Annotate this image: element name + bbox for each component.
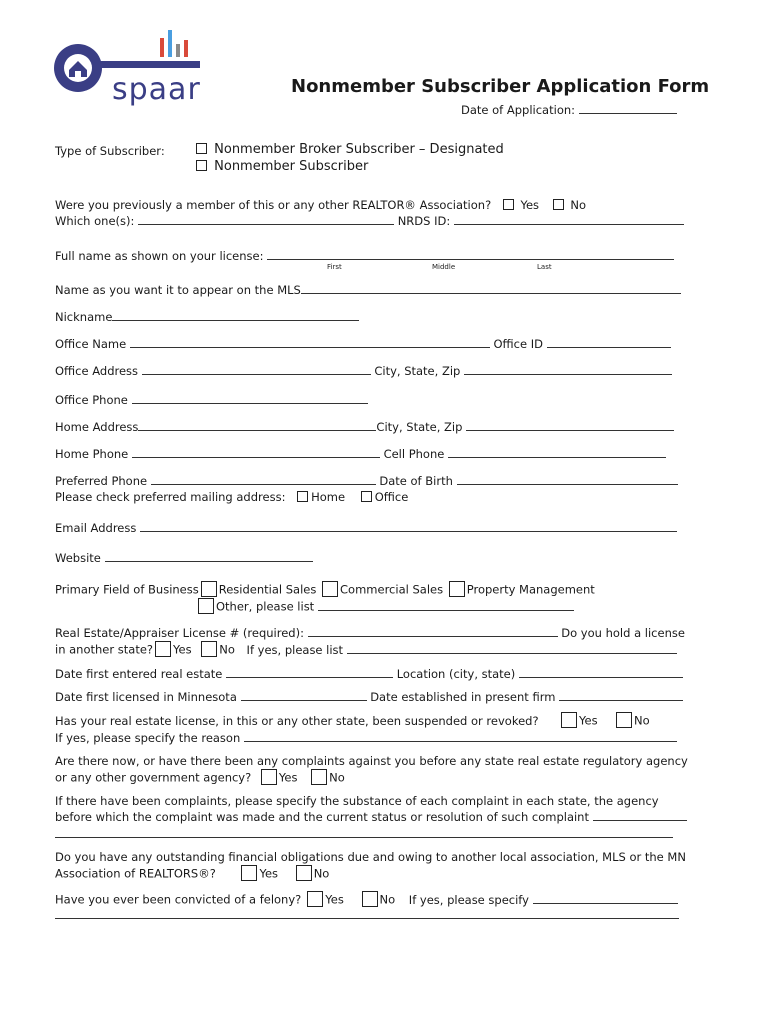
prev-member-no-checkbox[interactable] xyxy=(553,199,564,210)
office-address-row[interactable]: Office Address City, State, Zip xyxy=(55,363,672,378)
felony-row: Have you ever been convicted of a felony? Yes No If yes, please specify xyxy=(55,891,678,909)
complaints-line2: or any other government agency? Yes No xyxy=(55,770,345,785)
home-address-row[interactable]: Home Address City, State, Zip xyxy=(55,419,674,434)
suspended-yes-checkbox[interactable] xyxy=(561,712,577,728)
felony-no-checkbox[interactable] xyxy=(362,891,378,907)
spaar-logo xyxy=(50,30,210,110)
license-row[interactable]: Real Estate/Appraiser License # (required): Do you hold a license xyxy=(55,626,685,640)
nickname-field[interactable]: Nickname xyxy=(55,309,359,324)
mailing-office-checkbox[interactable] xyxy=(361,491,372,502)
email-field[interactable]: Email Address xyxy=(55,520,677,535)
suspended-yes[interactable]: Yes xyxy=(559,712,598,730)
last-caption: Last xyxy=(537,263,552,271)
felony-yes-checkbox[interactable] xyxy=(307,891,323,907)
another-state-row: in another state? Yes No If yes, please list xyxy=(55,641,677,659)
complaints-line1: Are there now, or have there been any complaints against you before any state real estate regulatory agency xyxy=(55,754,688,768)
full-name-row[interactable]: Full name as shown on your license: xyxy=(55,248,674,263)
mailing-home-checkbox[interactable] xyxy=(297,491,308,502)
office-name-row[interactable]: Office Name Office ID xyxy=(55,336,671,351)
property-management-checkbox[interactable] xyxy=(449,581,465,597)
complaints-detail2[interactable]: before which the complaint was made and the current status or resolution of such complaint xyxy=(55,809,687,824)
another-state-yes-checkbox[interactable] xyxy=(155,641,171,657)
prev-member-yes-checkbox[interactable] xyxy=(503,199,514,210)
complaints-blank-line[interactable] xyxy=(55,836,673,838)
previous-member-row: Were you previously a member of this or any other REALTOR® Association? Yes No xyxy=(55,198,587,212)
financial-line2: Association of REALTORS®? Yes No xyxy=(55,866,330,881)
business-other-row[interactable]: Other, please list xyxy=(196,598,574,616)
office-phone-field[interactable]: Office Phone xyxy=(55,392,368,407)
checkbox[interactable] xyxy=(196,160,207,171)
website-field[interactable]: Website xyxy=(55,550,313,565)
another-state-no-checkbox[interactable] xyxy=(201,641,217,657)
complaints-detail1: If there have been complaints, please specify the substance of each complaint in each state, the agency xyxy=(55,794,659,808)
middle-caption: Middle xyxy=(432,263,456,271)
date-of-application[interactable]: Date of Application: xyxy=(461,102,677,117)
complaints-yes-checkbox[interactable] xyxy=(261,769,277,785)
mailing-address-row: Please check preferred mailing address: Home Office xyxy=(55,490,409,504)
complaints-no-checkbox[interactable] xyxy=(311,769,327,785)
preferred-phone-row[interactable]: Preferred Phone Date of Birth xyxy=(55,473,678,488)
first-caption: First xyxy=(327,263,342,271)
financial-no-checkbox[interactable] xyxy=(296,865,312,881)
checkbox[interactable] xyxy=(196,143,207,154)
mls-name-field[interactable]: Name as you want it to appear on the MLS xyxy=(55,282,681,297)
financial-yes-checkbox[interactable] xyxy=(241,865,257,881)
brand-name: spaar xyxy=(112,72,201,107)
felony-blank-line[interactable] xyxy=(55,917,679,919)
subscriber-option-nonmember[interactable]: Nonmember Subscriber xyxy=(193,159,368,174)
first-licensed-row[interactable]: Date first licensed in Minnesota Date established in present firm xyxy=(55,689,683,704)
page-title: Nonmember Subscriber Application Form xyxy=(291,76,710,97)
suspended-reason-field[interactable]: If yes, please specify the reason xyxy=(55,730,677,745)
subscriber-option-broker[interactable]: Nonmember Broker Subscriber – Designated xyxy=(193,142,504,157)
financial-line1: Do you have any outstanding financial obligations due and owing to another local association, MLS or the MN xyxy=(55,850,686,864)
home-phone-row[interactable]: Home Phone Cell Phone xyxy=(55,446,666,461)
residential-checkbox[interactable] xyxy=(201,581,217,597)
suspended-no[interactable]: No xyxy=(614,712,650,730)
subscriber-type-label: Type of Subscriber: xyxy=(55,144,165,158)
business-row: Primary Field of Business Residential Sales Commercial Sales Property Management xyxy=(55,582,595,597)
other-checkbox[interactable] xyxy=(198,598,214,614)
which-ones-row[interactable]: Which one(s): NRDS ID: xyxy=(55,213,684,228)
suspended-no-checkbox[interactable] xyxy=(616,712,632,728)
suspended-question: Has your real estate license, in this or any other state, been suspended or revoked? xyxy=(55,714,539,728)
first-entered-row[interactable]: Date first entered real estate Location (city, state) xyxy=(55,666,683,681)
commercial-checkbox[interactable] xyxy=(322,581,338,597)
